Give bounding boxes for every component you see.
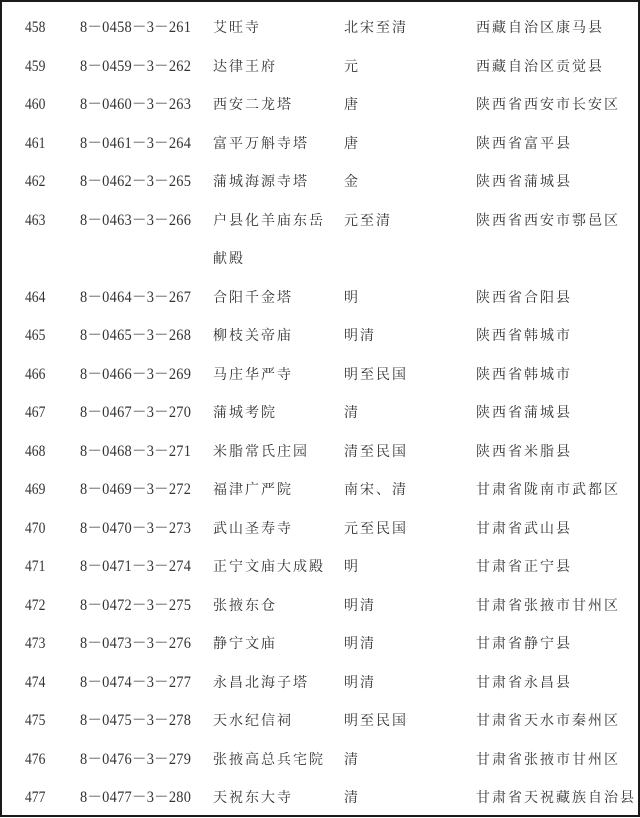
- site-location: 陕西省西安市鄠邑区: [476, 212, 620, 229]
- site-name: 张掖高总兵宅院: [213, 751, 325, 768]
- site-era: 北宋至清: [344, 20, 408, 36]
- site-location: 甘肃省正宁县: [476, 559, 572, 575]
- site-code: 8－0463－3－266: [80, 211, 192, 229]
- row-number: 469: [25, 481, 46, 498]
- site-location: 陕西省米脂县: [476, 443, 572, 460]
- site-code: 8－0474－3－277: [80, 673, 192, 691]
- site-code: 8－0466－3－269: [80, 365, 192, 383]
- row-number: 464: [25, 288, 46, 306]
- table-row: [2, 48, 638, 87]
- site-name: 天祝东大寺: [213, 790, 293, 806]
- site-location: 甘肃省张掖市甘州区: [476, 751, 620, 768]
- site-name: 蒲城海源寺塔: [213, 174, 309, 190]
- site-location: 甘肃省张掖市甘州区: [476, 597, 620, 614]
- row-number: 470: [25, 519, 46, 537]
- table-row: [2, 587, 638, 626]
- site-name: 米脂常氏庄园: [213, 443, 309, 460]
- site-code: 8－0465－3－268: [80, 327, 192, 344]
- row-number: 467: [25, 404, 46, 421]
- site-era: 明清: [344, 597, 376, 614]
- row-number: 471: [25, 558, 46, 575]
- site-code: 8－0459－3－262: [80, 57, 192, 75]
- site-code: 8－0469－3－272: [80, 481, 192, 498]
- table-row: [2, 163, 638, 202]
- site-name-line-2: 献殿: [213, 251, 245, 267]
- site-era: 明清: [344, 636, 376, 652]
- site-code: 8－0477－3－280: [80, 789, 192, 806]
- table-row: [2, 510, 638, 549]
- table-row: [2, 125, 638, 164]
- site-name: 马庄华严寺: [213, 366, 293, 383]
- site-era: 明至民国: [344, 713, 408, 729]
- table-row: [2, 86, 638, 125]
- site-location: 陕西省合阳县: [476, 289, 572, 306]
- site-era: 明: [344, 289, 360, 306]
- row-number: 472: [25, 596, 46, 614]
- site-era: 明至民国: [344, 366, 408, 383]
- site-location: 陕西省蒲城县: [476, 405, 572, 421]
- row-number: 458: [25, 19, 46, 36]
- site-code: 8－0468－3－271: [80, 442, 192, 460]
- site-code: 8－0461－3－264: [80, 134, 192, 152]
- site-name: 艾旺寺: [213, 20, 261, 36]
- site-era: 南宋、清: [344, 482, 408, 498]
- site-location: 陕西省韩城市: [476, 328, 572, 344]
- site-code: 8－0464－3－267: [80, 288, 192, 306]
- site-location: 西藏自治区康马县: [476, 20, 604, 36]
- row-number: 462: [25, 173, 46, 190]
- site-era: 清: [344, 405, 360, 421]
- site-era: 明清: [344, 328, 376, 344]
- table-row: [2, 356, 638, 395]
- table-row: [2, 779, 638, 818]
- site-location: 陕西省蒲城县: [476, 174, 572, 190]
- table-row: [2, 471, 638, 510]
- table-row: [2, 279, 638, 318]
- table-row: [2, 394, 638, 433]
- site-name: 张掖东仓: [213, 597, 277, 614]
- table-row: [2, 433, 638, 472]
- site-location: 甘肃省天祝藏族自治县: [476, 790, 636, 806]
- site-code: 8－0462－3－265: [80, 173, 192, 190]
- row-number: 476: [25, 750, 46, 768]
- row-number: 461: [25, 134, 46, 152]
- site-name: [213, 202, 338, 279]
- site-era: 清: [344, 751, 360, 768]
- site-era: 元至清: [344, 212, 392, 229]
- site-location: 陕西省西安市长安区: [476, 97, 620, 113]
- site-location: 甘肃省天水市秦州区: [476, 713, 620, 729]
- site-era: 金: [344, 174, 360, 190]
- site-era: 元: [344, 58, 360, 75]
- site-era: 元至民国: [344, 520, 408, 537]
- site-name: 福津广严院: [213, 482, 293, 498]
- site-name: 达律王府: [213, 58, 277, 75]
- site-code: 8－0458－3－261: [80, 19, 192, 36]
- table-row: [2, 741, 638, 780]
- row-number: 468: [25, 442, 46, 460]
- table-row: [2, 664, 638, 703]
- site-location: 甘肃省静宁县: [476, 636, 572, 652]
- site-name: 富平万斛寺塔: [213, 135, 309, 152]
- row-number: 465: [25, 327, 46, 344]
- site-name: 合阳千金塔: [213, 289, 293, 306]
- site-code: 8－0475－3－278: [80, 712, 192, 729]
- site-name: 西安二龙塔: [213, 97, 293, 113]
- site-era: 唐: [344, 97, 360, 113]
- site-location: 陕西省富平县: [476, 135, 572, 152]
- site-name: 柳枝关帝庙: [213, 328, 293, 344]
- site-era: 清: [344, 790, 360, 806]
- table-row: [2, 625, 638, 664]
- site-name: 静宁文庙: [213, 636, 277, 652]
- site-code: 8－0467－3－270: [80, 404, 192, 421]
- site-name: 蒲城考院: [213, 405, 277, 421]
- site-era: 明清: [344, 674, 376, 691]
- site-location: 甘肃省永昌县: [476, 674, 572, 691]
- table-row: [2, 202, 638, 279]
- row-number: 466: [25, 365, 46, 383]
- site-code: 8－0470－3－273: [80, 519, 192, 537]
- table-row: [2, 9, 638, 48]
- row-number: 477: [25, 789, 46, 806]
- table-row: [2, 317, 638, 356]
- site-location: 西藏自治区贡觉县: [476, 58, 604, 75]
- site-name: 正宁文庙大成殿: [213, 559, 325, 575]
- site-code: 8－0460－3－263: [80, 96, 192, 113]
- site-era: 清至民国: [344, 443, 408, 460]
- site-location: 陕西省韩城市: [476, 366, 572, 383]
- row-number: 460: [25, 96, 46, 113]
- site-code: 8－0472－3－275: [80, 596, 192, 614]
- site-location: 甘肃省陇南市武都区: [476, 482, 620, 498]
- site-code: 8－0476－3－279: [80, 750, 192, 768]
- table-row: [2, 702, 638, 741]
- row-number: 475: [25, 712, 46, 729]
- row-number: 473: [25, 635, 46, 652]
- site-era: 唐: [344, 135, 360, 152]
- site-era: 明: [344, 559, 360, 575]
- site-code: 8－0471－3－274: [80, 558, 192, 575]
- row-number: 459: [25, 57, 46, 75]
- site-name: 天水纪信祠: [213, 713, 293, 729]
- heritage-table: [2, 9, 638, 818]
- site-name-line-1: 户县化羊庙东岳: [213, 212, 325, 229]
- row-number: 474: [25, 673, 46, 691]
- site-name: 永昌北海子塔: [213, 674, 309, 691]
- table-row: [2, 548, 638, 587]
- row-number: 463: [25, 211, 46, 229]
- site-name: 武山圣寿寺: [213, 520, 293, 537]
- site-location: 甘肃省武山县: [476, 520, 572, 537]
- site-code: 8－0473－3－276: [80, 635, 192, 652]
